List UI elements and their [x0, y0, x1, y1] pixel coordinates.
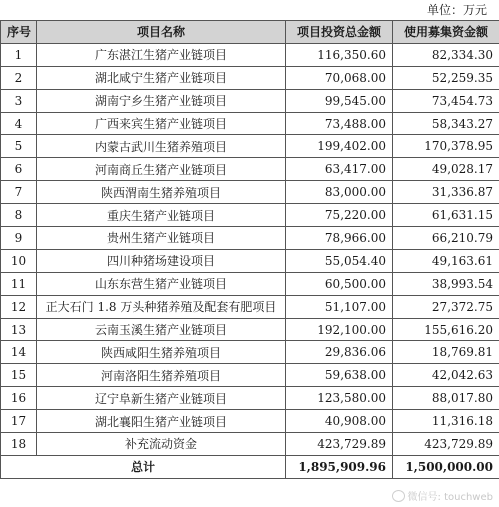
table-header-row: [1, 21, 499, 44]
row-raised-funds: 61,631.15: [393, 204, 499, 227]
row-number: 10: [1, 249, 37, 272]
row-number: 5: [1, 135, 37, 158]
fund-usage-table: [0, 20, 499, 479]
row-total-investment: 63,417.00: [286, 158, 393, 181]
table-row: [1, 66, 499, 89]
header-no: 序号: [1, 21, 37, 44]
row-total-investment: 29,836.06: [286, 341, 393, 364]
row-number: 13: [1, 318, 37, 341]
row-total-investment: 83,000.00: [286, 181, 393, 204]
row-total-investment: 55,054.40: [286, 249, 393, 272]
row-total-investment: 70,068.00: [286, 66, 393, 89]
row-project-name: 湖北咸宁生猪产业链项目: [37, 66, 286, 89]
row-raised-funds: 42,042.63: [393, 364, 499, 387]
wechat-icon: [392, 490, 405, 502]
row-total-investment: 99,545.00: [286, 89, 393, 112]
row-project-name: 四川种猪场建设项目: [37, 249, 286, 272]
row-project-name: 河南商丘生猪产业链项目: [37, 158, 286, 181]
row-raised-funds: 73,454.73: [393, 89, 499, 112]
row-number: 1: [1, 43, 37, 66]
row-project-name: 辽宁阜新生猪产业链项目: [37, 387, 286, 410]
row-project-name: 广西来宾生猪产业链项目: [37, 112, 286, 135]
row-raised-funds: 66,210.79: [393, 227, 499, 250]
row-total-investment: 78,966.00: [286, 227, 393, 250]
row-total-investment: 73,488.00: [286, 112, 393, 135]
row-project-name: 贵州生猪产业链项目: [37, 227, 286, 250]
row-raised-funds: 18,769.81: [393, 341, 499, 364]
row-total-investment: 60,500.00: [286, 272, 393, 295]
row-project-name: 内蒙古武川生猪养殖项目: [37, 135, 286, 158]
watermark-text: 微信号: touchweb: [407, 492, 493, 503]
row-project-name: 湖北襄阳生猪产业链项目: [37, 410, 286, 433]
table-row: [1, 387, 499, 410]
row-raised-funds: 49,028.17: [393, 158, 499, 181]
table-row: [1, 272, 499, 295]
row-raised-funds: 31,336.87: [393, 181, 499, 204]
total-label: 总计: [1, 455, 286, 478]
table-row: [1, 318, 499, 341]
table-row: [1, 181, 499, 204]
row-project-name: 重庆生猪产业链项目: [37, 204, 286, 227]
row-number: 7: [1, 181, 37, 204]
total-investment-sum: 1,895,909.96: [286, 455, 393, 478]
row-number: 15: [1, 364, 37, 387]
row-total-investment: 123,580.00: [286, 387, 393, 410]
header-total-investment: 项目投资总金额: [286, 21, 393, 44]
row-number: 14: [1, 341, 37, 364]
raised-funds-sum: 1,500,000.00: [393, 455, 499, 478]
row-raised-funds: 155,616.20: [393, 318, 499, 341]
table-row: [1, 433, 499, 456]
row-number: 11: [1, 272, 37, 295]
header-raised-funds: 使用募集资金额: [393, 21, 499, 44]
row-raised-funds: 49,163.61: [393, 249, 499, 272]
table-row: [1, 158, 499, 181]
row-raised-funds: 58,343.27: [393, 112, 499, 135]
row-total-investment: 75,220.00: [286, 204, 393, 227]
row-number: 18: [1, 433, 37, 456]
row-project-name: 云南玉溪生猪产业链项目: [37, 318, 286, 341]
table-row: [1, 249, 499, 272]
row-number: 3: [1, 89, 37, 112]
row-total-investment: 199,402.00: [286, 135, 393, 158]
header-project-name: 项目名称: [37, 21, 286, 44]
row-raised-funds: 88,017.80: [393, 387, 499, 410]
table-row: [1, 364, 499, 387]
row-total-investment: 51,107.00: [286, 295, 393, 318]
row-project-name: 正大石门 1.8 万头种猪养殖及配套有肥项目: [37, 295, 286, 318]
row-number: 12: [1, 295, 37, 318]
row-project-name: 河南洛阳生猪养殖项目: [37, 364, 286, 387]
table-body: [1, 43, 499, 478]
row-number: 9: [1, 227, 37, 250]
row-total-investment: 59,638.00: [286, 364, 393, 387]
table-row: [1, 295, 499, 318]
total-row: [1, 455, 499, 478]
row-number: 6: [1, 158, 37, 181]
table-row: [1, 227, 499, 250]
row-project-name: 陕西咸阳生猪养殖项目: [37, 341, 286, 364]
watermark: [392, 488, 493, 503]
row-project-name: 陕西渭南生猪养殖项目: [37, 181, 286, 204]
table-row: [1, 112, 499, 135]
table-row: [1, 135, 499, 158]
row-number: 8: [1, 204, 37, 227]
row-raised-funds: 82,334.30: [393, 43, 499, 66]
row-raised-funds: 423,729.89: [393, 433, 499, 456]
unit-label: 单位：万元: [426, 3, 487, 17]
row-number: 2: [1, 66, 37, 89]
row-project-name: 补充流动资金: [37, 433, 286, 456]
row-number: 16: [1, 387, 37, 410]
table-row: [1, 89, 499, 112]
row-total-investment: 192,100.00: [286, 318, 393, 341]
table-row: [1, 341, 499, 364]
row-raised-funds: 38,993.54: [393, 272, 499, 295]
row-raised-funds: 170,378.95: [393, 135, 499, 158]
table-row: [1, 410, 499, 433]
row-project-name: 山东东营生猪产业链项目: [37, 272, 286, 295]
row-raised-funds: 11,316.18: [393, 410, 499, 433]
row-number: 17: [1, 410, 37, 433]
row-total-investment: 423,729.89: [286, 433, 393, 456]
row-project-name: 湖南宁乡生猪产业链项目: [37, 89, 286, 112]
row-project-name: 广东湛江生猪产业链项目: [37, 43, 286, 66]
table-row: [1, 43, 499, 66]
row-total-investment: 116,350.60: [286, 43, 393, 66]
row-raised-funds: 52,259.35: [393, 66, 499, 89]
row-number: 4: [1, 112, 37, 135]
row-total-investment: 40,908.00: [286, 410, 393, 433]
row-raised-funds: 27,372.75: [393, 295, 499, 318]
table-row: [1, 204, 499, 227]
